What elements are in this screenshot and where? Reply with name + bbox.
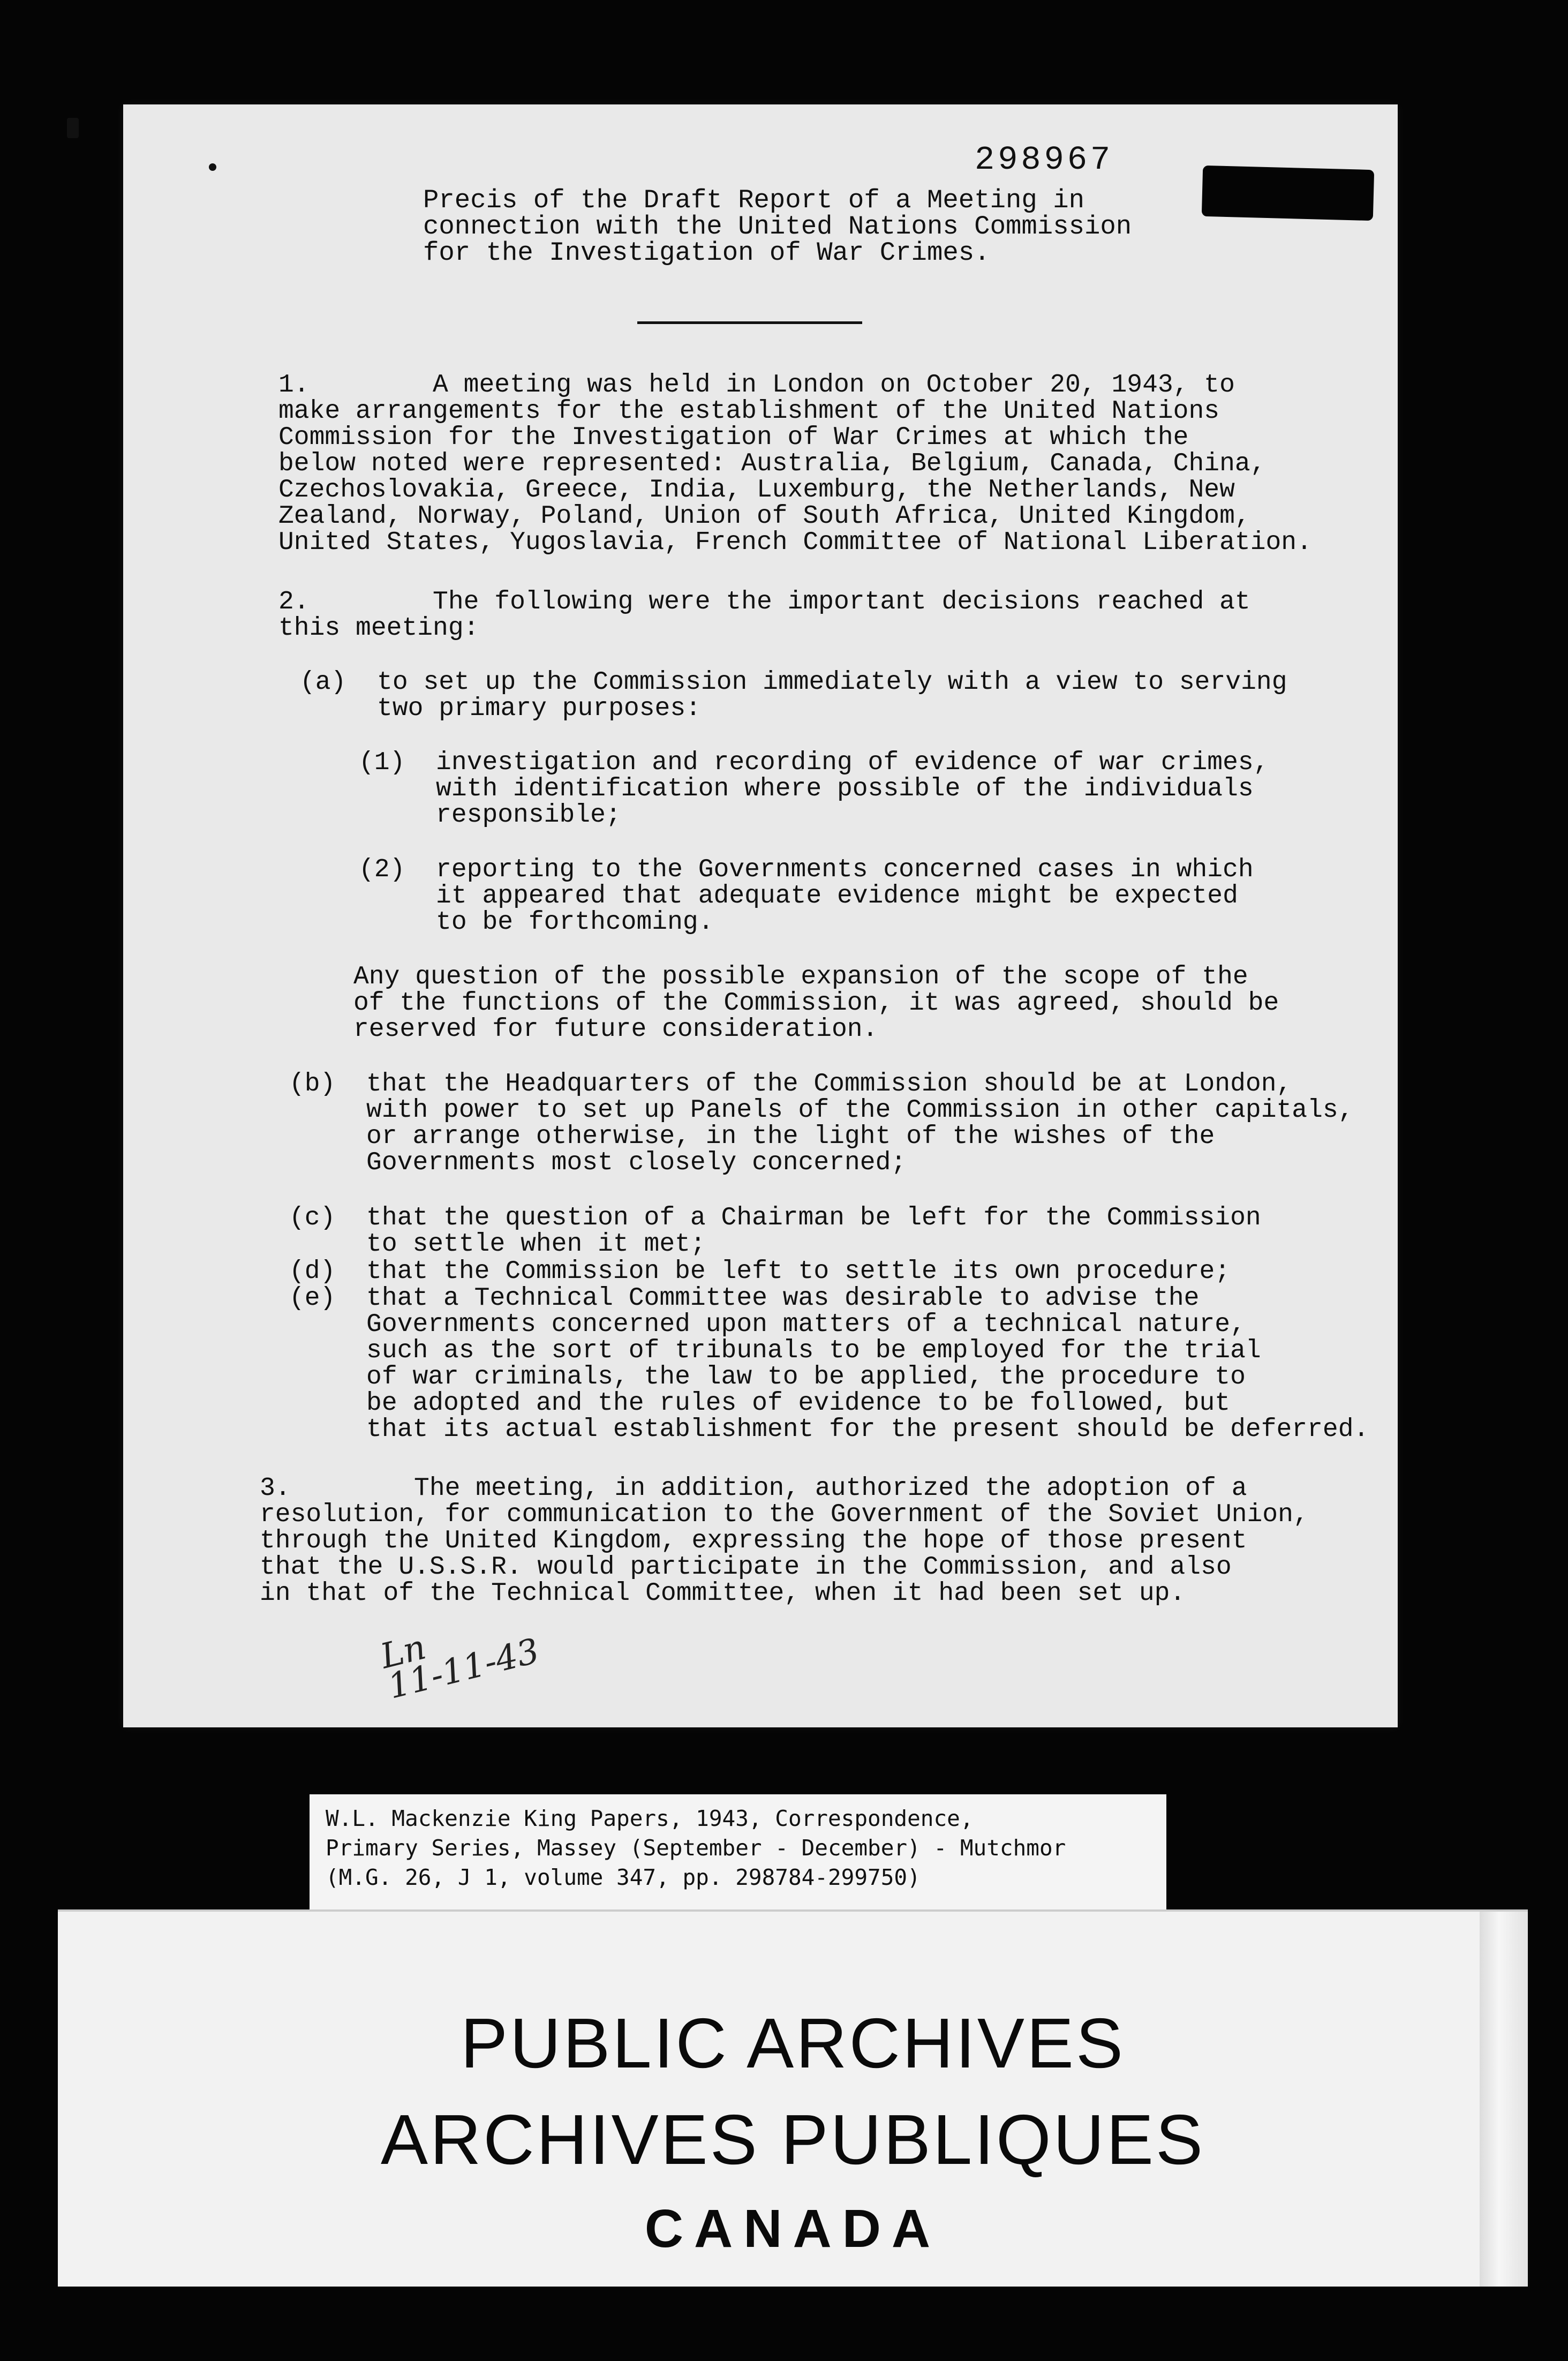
paragraph-2: 2. The following were the important decisions reached at this meeting: [278,588,1250,643]
item-a1: (1) investigation and recording of evidence of war crimes, with identification where possible of the individuals responsible; [359,748,1269,830]
item-e: (e) that a Technical Committee was desirable to advise the Governments concerned upon matters of a technical nature, such as the sort of tribunals to be employed for the trial of war criminals, the law to be applied, the procedure to be adopted and the rules of evidence to be followed, but that its actual establishment for the present should be deferred. [289,1284,1369,1444]
item-d: (d) that the Commission be left to settle its own procedure; [289,1257,1231,1286]
paragraph-3: 3. The meeting, in addition, authorized the adoption of a resolution, for communication to the Government of the Soviet Union, through the United Kingdom, expressing the hope of those present that the U.S.S.R. would participate in the Commission, and also in that of the Technical Committee, when it had been set up. [260,1474,1309,1608]
paragraph-1: 1. A meeting was held in London on October 20, 1943, to make arrangements for the establishment of the United Nations Commission for the Investigation of War Crimes at which the below noted were represented: Australia, Belgium, Canada, China, Czechoslovakia, Greece, India, Luxemburg, the Netherlands, New Zealand, Norway, Poland, Union of South Africa, United Kingdom, United States, Yugoslavia, French Committee of National Liberation. [278,371,1312,557]
item-a2: (2) reporting to the Governments concerned cases in which it appeared that adequate evidence might be expected to be forthcoming. [359,855,1254,937]
stamp-line-2: ARCHIVES PUBLIQUES [380,2100,1205,2179]
document-page [123,104,1398,1727]
archives-stamp [58,1909,1528,2287]
document-body [123,104,1398,1727]
citation-label: W.L. Mackenzie King Papers, 1943, Correspondence, Primary Series, Massey (September - December) - Mutchmor (M.G. 26, J 1, volume 347, pp. 298784-299750) [310,1794,1166,1915]
item-b: (b) that the Headquarters of the Commission should be at London, with power to set up Panels of the Commission in other capitals, or arrange otherwise, in the light of the wishes of the Governments most closely concerned; [289,1070,1354,1177]
stamp-line-3: CANADA [644,2199,941,2259]
document-number: 298967 [975,141,1114,179]
stamp-line-1: PUBLIC ARCHIVES [460,2004,1126,2082]
margin-dot [209,163,216,171]
handwritten-initials: Ln 11-11-43 [376,1627,544,1707]
item-a-note: Any question of the possible expansion of the scope of the of the functions of the Commission, it was agreed, should be reserved for future consideration. [353,963,1279,1044]
item-c: (c) that the question of a Chairman be left for the Commission to settle when it met; [289,1204,1261,1259]
margin-mark [67,118,79,138]
item-a: (a) to set up the Commission immediately with a view to serving two primary purposes: [300,668,1287,723]
document-title: Precis of the Draft Report of a Meeting in connection with the United Nations Commission for the Investigation of War Crimes. [423,185,1132,268]
